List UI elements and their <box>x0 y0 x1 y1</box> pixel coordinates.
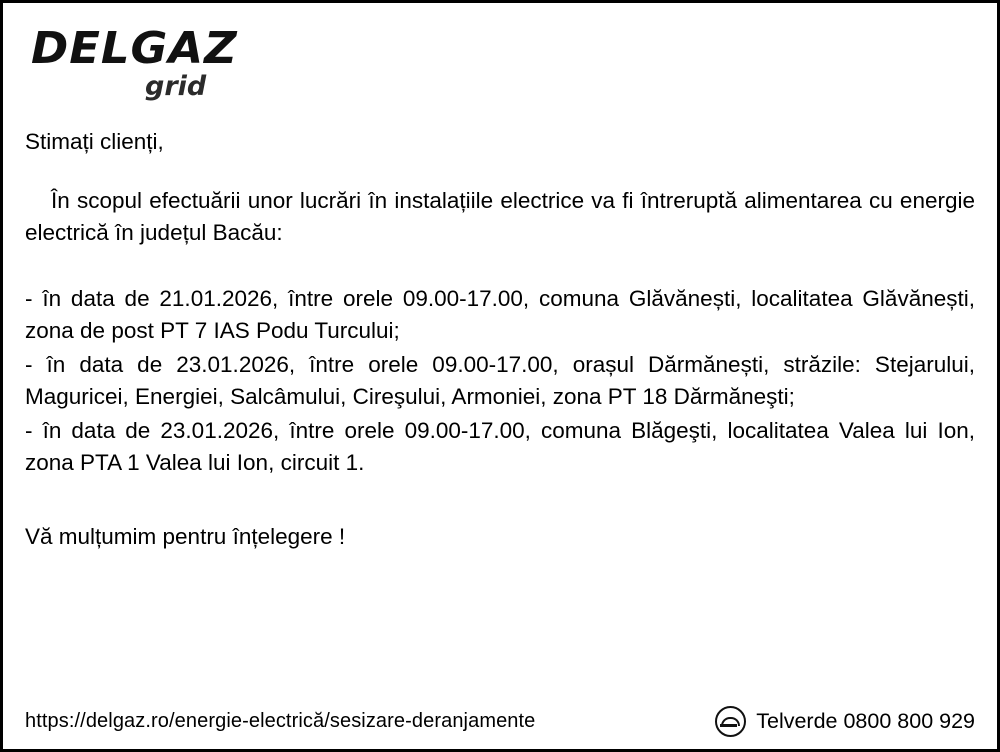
delgaz-grid-logo <box>30 23 975 102</box>
telverde-number: Telverde 0800 800 929 <box>756 709 975 733</box>
list-item: - în data de 23.01.2026, între orele 09.00-17.00, orașul Dărmănești, străzile: Stejarului, Maguricei, Energiei, Salcâmului, Cireşului, Armoniei, zona PT 18 Dărmăneşti; <box>25 351 975 409</box>
telverde-contact <box>715 706 975 737</box>
phone-icon <box>715 706 746 737</box>
intro-paragraph: În scopul efectuării unor lucrări în instalațiile electrice va fi întreruptă alimentarea cu energie electrică în județul Bacău: <box>25 188 975 245</box>
thanks-text: Vă mulțumim pentru înțelegere ! <box>25 523 346 549</box>
footer-url-link[interactable]: https://delgaz.ro/energie-electrică/sesizare-deranjamente <box>25 710 536 732</box>
notice-body <box>25 126 975 552</box>
logo-subtext: grid <box>145 71 207 102</box>
outage-list <box>25 283 975 479</box>
list-item: - în data de 23.01.2026, între orele 09.00-17.00, comuna Blăgeşti, localitatea Valea lui Ion, zona PTA 1 Valea lui Ion, circuit 1. <box>25 417 975 475</box>
greeting-text: Stimați clienți, <box>25 129 164 154</box>
footer <box>25 706 975 737</box>
list-item: - în data de 21.01.2026, între orele 09.00-17.00, comuna Glăvănești, localitatea Glăvănești, zona de post PT 7 IAS Podu Turcului; <box>25 285 975 343</box>
logo-wordmark: DELGAZ <box>30 23 238 74</box>
